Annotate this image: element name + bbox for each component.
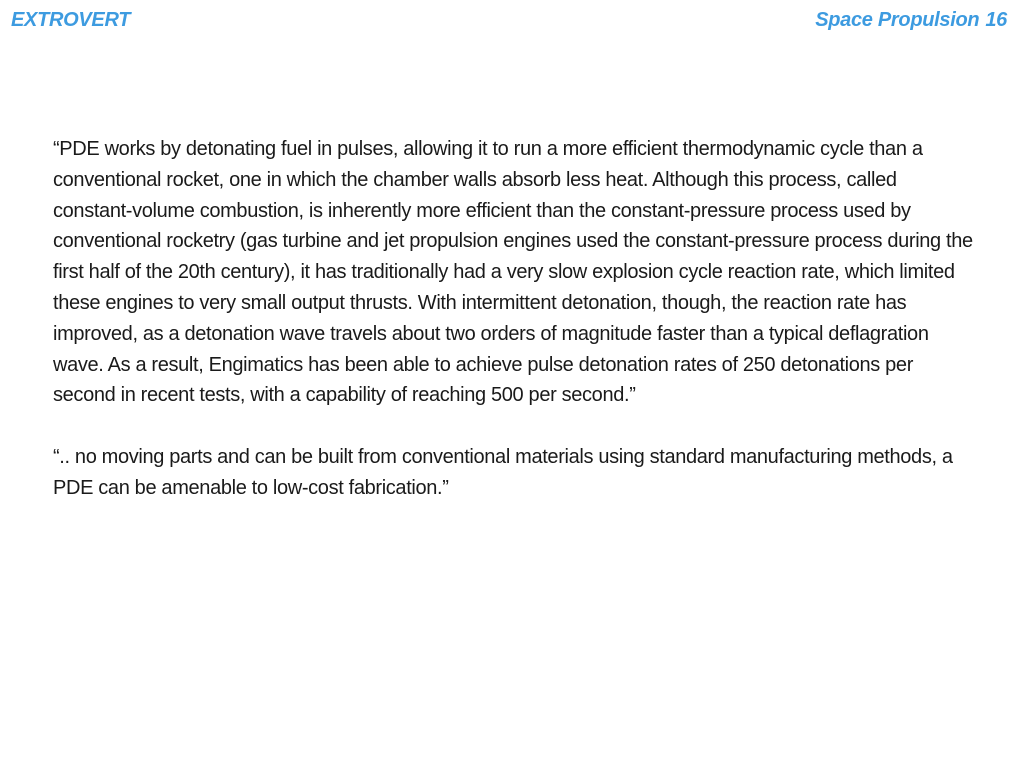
quote-paragraph-2: “.. no moving parts and can be built from conventional materials using standard manufacturing methods, a PDE can be amenable to low-cost fabrication.” [53, 446, 953, 499]
section-title: Space Propulsion [815, 9, 980, 31]
project-title: EXTROVERT [11, 9, 131, 31]
quote-paragraph-1: “PDE works by detonating fuel in pulses, allowing it to run a more efficient thermodynamic cycle than a conventional rocket, one in which the chamber walls absorb less heat. Although this process, called constant-volume combustion, is inherently more efficient than the constant-pressure process used by conventional rocketry (gas turbine and jet propulsion engines used the constant-pressure process during the first half of the 20th century), it has traditionally had a very slow explosion cycle reaction rate, which limited these engines to very small output thrusts. With intermittent detonation, though, the reaction rate has improved, as a detonation wave travels about two orders of magnitude faster than a typical deflagration wave. As a result, Engimatics has been able to achieve pulse detonation rates of 250 detonations per second in recent tests, with a capability of reaching 500 per second.” [53, 138, 973, 407]
slide-header [815, 9, 1007, 32]
page-number: 16 [985, 9, 1007, 31]
slide-body [53, 134, 978, 504]
